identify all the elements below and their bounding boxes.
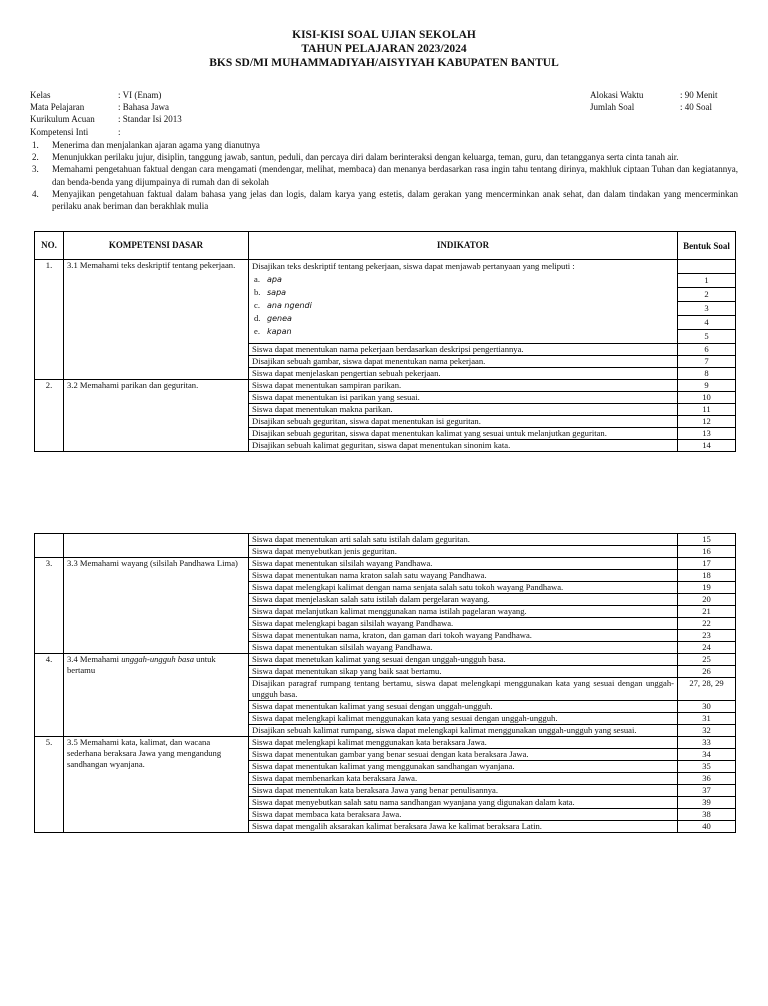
soal-number-cell: 1 — [678, 273, 735, 287]
indikator-cell: Siswa dapat mengalih aksarakan kalimat beraksara Jawa ke kalimat beraksara Latin. — [249, 821, 678, 833]
soal-number-cell: 21 — [678, 606, 736, 618]
indikator-intro: Disajikan teks deskriptif tentang pekerjaan, siswa dapat menjawab pertanyaan yang meliputi : — [252, 261, 575, 271]
indikator-cell: Siswa dapat menentukan isi parikan yang sesuai. — [249, 392, 678, 404]
ki-number: 1. — [32, 140, 39, 150]
indikator-cell: Siswa dapat menetukan kalimat yang sesuai dengan unggah-ungguh basa. — [249, 654, 678, 666]
title-line-3: BKS SD/MI MUHAMMADIYAH/AISYIYAH KABUPATEN BANTUL — [209, 57, 559, 69]
option-letter: d. — [254, 313, 261, 323]
soal-number-cell: 12 — [678, 416, 736, 428]
soal-number-cell: 34 — [678, 749, 736, 761]
kisi-table-part-1 — [34, 231, 736, 452]
no-cell: 5. — [35, 737, 64, 833]
indikator-cell: Siswa dapat menjelaskan pengertian sebuah pekerjaan. — [249, 368, 678, 380]
no-cell: 2. — [35, 380, 64, 452]
meta-row — [30, 113, 182, 125]
ki-text: Menerima dan menjalankan ajaran agama yang dianutnya — [52, 140, 260, 150]
soal-number-cell: 11 — [678, 404, 736, 416]
soal-number-cell: 14 — [678, 440, 736, 452]
no-cell: 4. — [35, 654, 64, 737]
kompetensi-inti-list — [30, 139, 738, 212]
header-indikator: INDIKATOR — [249, 232, 678, 260]
indikator-cell: Siswa dapat melanjutkan kalimat menggunakan nama istilah pagelaran wayang. — [249, 606, 678, 618]
soal-number-cell: 9 — [678, 380, 736, 392]
indikator-cell: Siswa dapat membaca kata beraksara Jawa. — [249, 809, 678, 821]
meta-key: Mata Pelajaran — [30, 102, 85, 113]
meta-key: Kelas — [30, 90, 51, 100]
soal-number-cell: 10 — [678, 392, 736, 404]
meta-value: : 40 Soal — [680, 102, 713, 113]
question-option — [249, 273, 677, 286]
indikator-cell: Siswa dapat menyebutkan jenis geguritan. — [249, 546, 678, 558]
kompetensi-dasar-cell: 3.1 Memahami teks deskriptif tentang pekerjaan. — [64, 260, 249, 380]
kompetensi-inti-item — [30, 188, 738, 212]
title-line-1: KISI-KISI SOAL UJIAN SEKOLAH — [292, 29, 476, 41]
question-option — [249, 325, 677, 338]
ki-number: 2. — [32, 152, 39, 163]
kd-text: untuk bertamu — [67, 654, 216, 675]
no-cell: 1. — [35, 260, 64, 380]
no-cell: 3. — [35, 558, 64, 654]
soal-number-cell: 40 — [678, 821, 736, 833]
meta-right — [590, 89, 718, 113]
table-row — [35, 260, 736, 344]
indikator-cell: Siswa dapat melengkapi kalimat menggunakan kata yang sesuai dengan unggah-ungguh. — [249, 713, 678, 725]
table-row — [35, 737, 736, 749]
indikator-cell: Siswa dapat menentukan silsilah wayang Pandhawa. — [249, 642, 678, 654]
indikator-cell: Siswa dapat menentukan makna parikan. — [249, 404, 678, 416]
indikator-cell — [249, 260, 678, 344]
soal-number-cell: 35 — [678, 761, 736, 773]
kompetensi-inti-item — [30, 151, 738, 163]
ki-text: Memahami pengetahuan faktual dengan cara mengamati (mendengar, melihat, membaca) dan menanya berdasarkan rasa ingin tahu tentang dirinya, makhluk ciptaan Tuhan dan kegiatannya, dan benda-benda yang dijumpainya di rumah dan di sekolah — [52, 164, 738, 187]
meta-value: : Standar Isi 2013 — [118, 114, 182, 125]
indikator-cell: Siswa dapat menentukan nama pekerjaan berdasarkan deskripsi pengertiannya. — [249, 344, 678, 356]
ki-text: Menyajikan pengetahuan faktual dalam bahasa yang jelas dan logis, dalam karya yang estetis, dalam gerakan yang mencerminkan anak sehat, dan dalam tindakan yang mencerminkan perilaku anak beriman dan berakhlak mulia — [52, 188, 738, 212]
indikator-cell: Siswa dapat melengkapi kalimat dengan nama senjata salah satu tokoh wayang Pandhawa. — [249, 582, 678, 594]
table-row — [35, 654, 736, 666]
meta-key: Kurikulum Acuan — [30, 114, 95, 125]
indikator-cell: Disajikan sebuah geguritan, siswa dapat menentukan isi geguritan. — [249, 416, 678, 428]
header-kompetensi-dasar: KOMPETENSI DASAR — [64, 232, 249, 260]
soal-number-cell: 37 — [678, 785, 736, 797]
soal-number-cell: 30 — [678, 701, 736, 713]
meta-value: : — [118, 126, 121, 137]
soal-number-cell: 8 — [678, 368, 736, 380]
option-text: apa — [267, 275, 282, 284]
soal-number-column — [678, 260, 736, 344]
option-letter: e. — [254, 326, 260, 336]
soal-number-cell: 38 — [678, 809, 736, 821]
soal-number-cell: 27, 28, 29 — [678, 678, 736, 701]
meta-row — [30, 101, 182, 113]
option-text: genea — [267, 314, 292, 323]
soal-number-cell: 22 — [678, 618, 736, 630]
soal-number-cell: 25 — [678, 654, 736, 666]
no-cell — [35, 534, 64, 558]
question-option — [249, 312, 677, 325]
soal-number-cell: 23 — [678, 630, 736, 642]
meta-row — [30, 126, 182, 138]
kompetensi-dasar-cell — [64, 534, 249, 558]
indikator-cell: Siswa dapat melengkapi kalimat menggunakan kata beraksara Jawa. — [249, 737, 678, 749]
title-line-2: TAHUN PELAJARAN 2023/2024 — [301, 43, 467, 55]
indikator-cell: Siswa dapat menentukan kalimat yang sesuai dengan unggah-ungguh. — [249, 701, 678, 713]
soal-number-cell: 31 — [678, 713, 736, 725]
document-title — [0, 28, 768, 70]
meta-row — [590, 89, 718, 101]
kompetensi-inti-item — [30, 139, 738, 151]
indikator-cell: Siswa dapat menjelaskan salah satu istilah dalam pergelaran wayang. — [249, 594, 678, 606]
meta-left — [30, 89, 182, 138]
header-no: NO. — [35, 232, 64, 260]
indikator-cell: Siswa dapat menentukan silsilah wayang Pandhawa. — [249, 558, 678, 570]
question-option — [249, 286, 677, 299]
soal-number-cell: 3 — [678, 301, 735, 315]
indikator-cell: Siswa dapat menentukan sampiran parikan. — [249, 380, 678, 392]
soal-spacer — [678, 260, 735, 273]
soal-number-cell: 4 — [678, 315, 735, 329]
meta-key: Jumlah Soal — [590, 102, 635, 113]
meta-value: : 90 Menit — [680, 90, 718, 100]
ki-number: 3. — [32, 164, 39, 175]
kompetensi-dasar-cell: 3.2 Memahami parikan dan geguritan. — [64, 380, 249, 452]
soal-number-cell: 33 — [678, 737, 736, 749]
soal-number-cell: 2 — [678, 287, 735, 301]
soal-number-cell: 18 — [678, 570, 736, 582]
option-letter: a. — [254, 274, 260, 284]
indikator-cell: Siswa dapat menyebutkan salah satu nama sandhangan wyanjana yang digunakan dalam kata. — [249, 797, 678, 809]
kd-text: 3.4 Memahami — [67, 654, 122, 664]
soal-number-cell: 7 — [678, 356, 736, 368]
indikator-cell: Siswa dapat menentukan kalimat yang menggunakan sandhangan wyanjana. — [249, 761, 678, 773]
table-row — [35, 380, 736, 392]
kompetensi-dasar-cell — [64, 654, 249, 737]
kd-text-italic: unggah-ungguh basa — [121, 654, 194, 664]
soal-number-cell: 39 — [678, 797, 736, 809]
option-text: kapan — [267, 327, 292, 336]
indikator-cell: Disajikan sebuah kalimat rumpang, siswa dapat melengkapi kalimat menggunakan unggah-ungguh yang sesuai. — [249, 725, 678, 737]
ki-text: Menunjukkan perilaku jujur, disiplin, tanggung jawab, santun, peduli, dan percaya diri dalam berinteraksi dengan keluarga, teman, guru, dan tetangganya serta cinta tanah air. — [52, 152, 679, 163]
soal-number-cell: 20 — [678, 594, 736, 606]
soal-number-cell: 13 — [678, 428, 736, 440]
indikator-cell: Siswa dapat melengkapi bagan silsilah wayang Pandhawa. — [249, 618, 678, 630]
option-letter: c. — [254, 300, 260, 310]
indikator-cell: Siswa dapat menentukan arti salah satu istilah dalam geguritan. — [249, 534, 678, 546]
meta-value: : VI (Enam) — [118, 90, 162, 100]
soal-number-cell: 16 — [678, 546, 736, 558]
meta-key: Alokasi Waktu — [590, 90, 644, 100]
soal-number-cell: 24 — [678, 642, 736, 654]
indikator-cell: Siswa dapat menentukan kata beraksara Jawa yang benar penulisannya. — [249, 785, 678, 797]
kisi-table-part-2 — [34, 533, 736, 833]
meta-row — [590, 101, 718, 113]
ki-number: 4. — [32, 188, 39, 199]
header-bentuk-soal: Bentuk Soal — [678, 232, 736, 260]
indikator-cell: Disajikan paragraf rumpang tentang bertamu, siswa dapat melengkapi menggunakan kata yang sesuai dengan unggah-ungguh basa. — [249, 678, 678, 701]
meta-value: : Bahasa Jawa — [118, 102, 169, 113]
indikator-cell: Siswa dapat menentukan gambar yang benar sesuai dengan kata beraksara Jawa. — [249, 749, 678, 761]
option-letter: b. — [254, 287, 261, 297]
soal-number-cell: 5 — [678, 329, 735, 343]
soal-number-cell: 6 — [678, 344, 736, 356]
soal-number-cell: 19 — [678, 582, 736, 594]
soal-number-cell: 26 — [678, 666, 736, 678]
question-option — [249, 299, 677, 312]
indikator-cell: Siswa dapat membenarkan kata beraksara Jawa. — [249, 773, 678, 785]
table-row — [35, 534, 736, 546]
indikator-cell: Siswa dapat menentukan sikap yang baik saat bertamu. — [249, 666, 678, 678]
kompetensi-inti-item — [30, 163, 738, 187]
indikator-cell: Disajikan sebuah kalimat geguritan, siswa dapat menentukan sinonim kata. — [249, 440, 678, 452]
meta-key: Kompetensi Inti — [30, 126, 89, 137]
indikator-cell: Siswa dapat menentukan nama, kraton, dan gaman dari tokoh wayang Pandhawa. — [249, 630, 678, 642]
soal-number-cell: 17 — [678, 558, 736, 570]
kompetensi-dasar-cell: 3.5 Memahami kata, kalimat, dan wacana sederhana beraksara Jawa yang mengandung sandhangan wyanjana. — [64, 737, 249, 833]
question-options-list — [249, 273, 677, 338]
soal-number-cell: 36 — [678, 773, 736, 785]
indikator-cell: Siswa dapat menentukan nama kraton salah satu wayang Pandhawa. — [249, 570, 678, 582]
option-text: sapa — [267, 288, 287, 297]
kompetensi-dasar-cell: 3.3 Memahami wayang (silsilah Pandhawa Lima) — [64, 558, 249, 654]
meta-row — [30, 89, 182, 101]
indikator-cell: Disajikan sebuah geguritan, siswa dapat menentukan kalimat yang sesuai untuk melanjutkan geguritan. — [249, 428, 678, 440]
table-row — [35, 558, 736, 570]
indikator-cell: Disajikan sebuah gambar, siswa dapat menentukan nama pekerjaan. — [249, 356, 678, 368]
soal-number-cell: 15 — [678, 534, 736, 546]
soal-number-cell: 32 — [678, 725, 736, 737]
option-text: ana ngendi — [267, 301, 312, 310]
